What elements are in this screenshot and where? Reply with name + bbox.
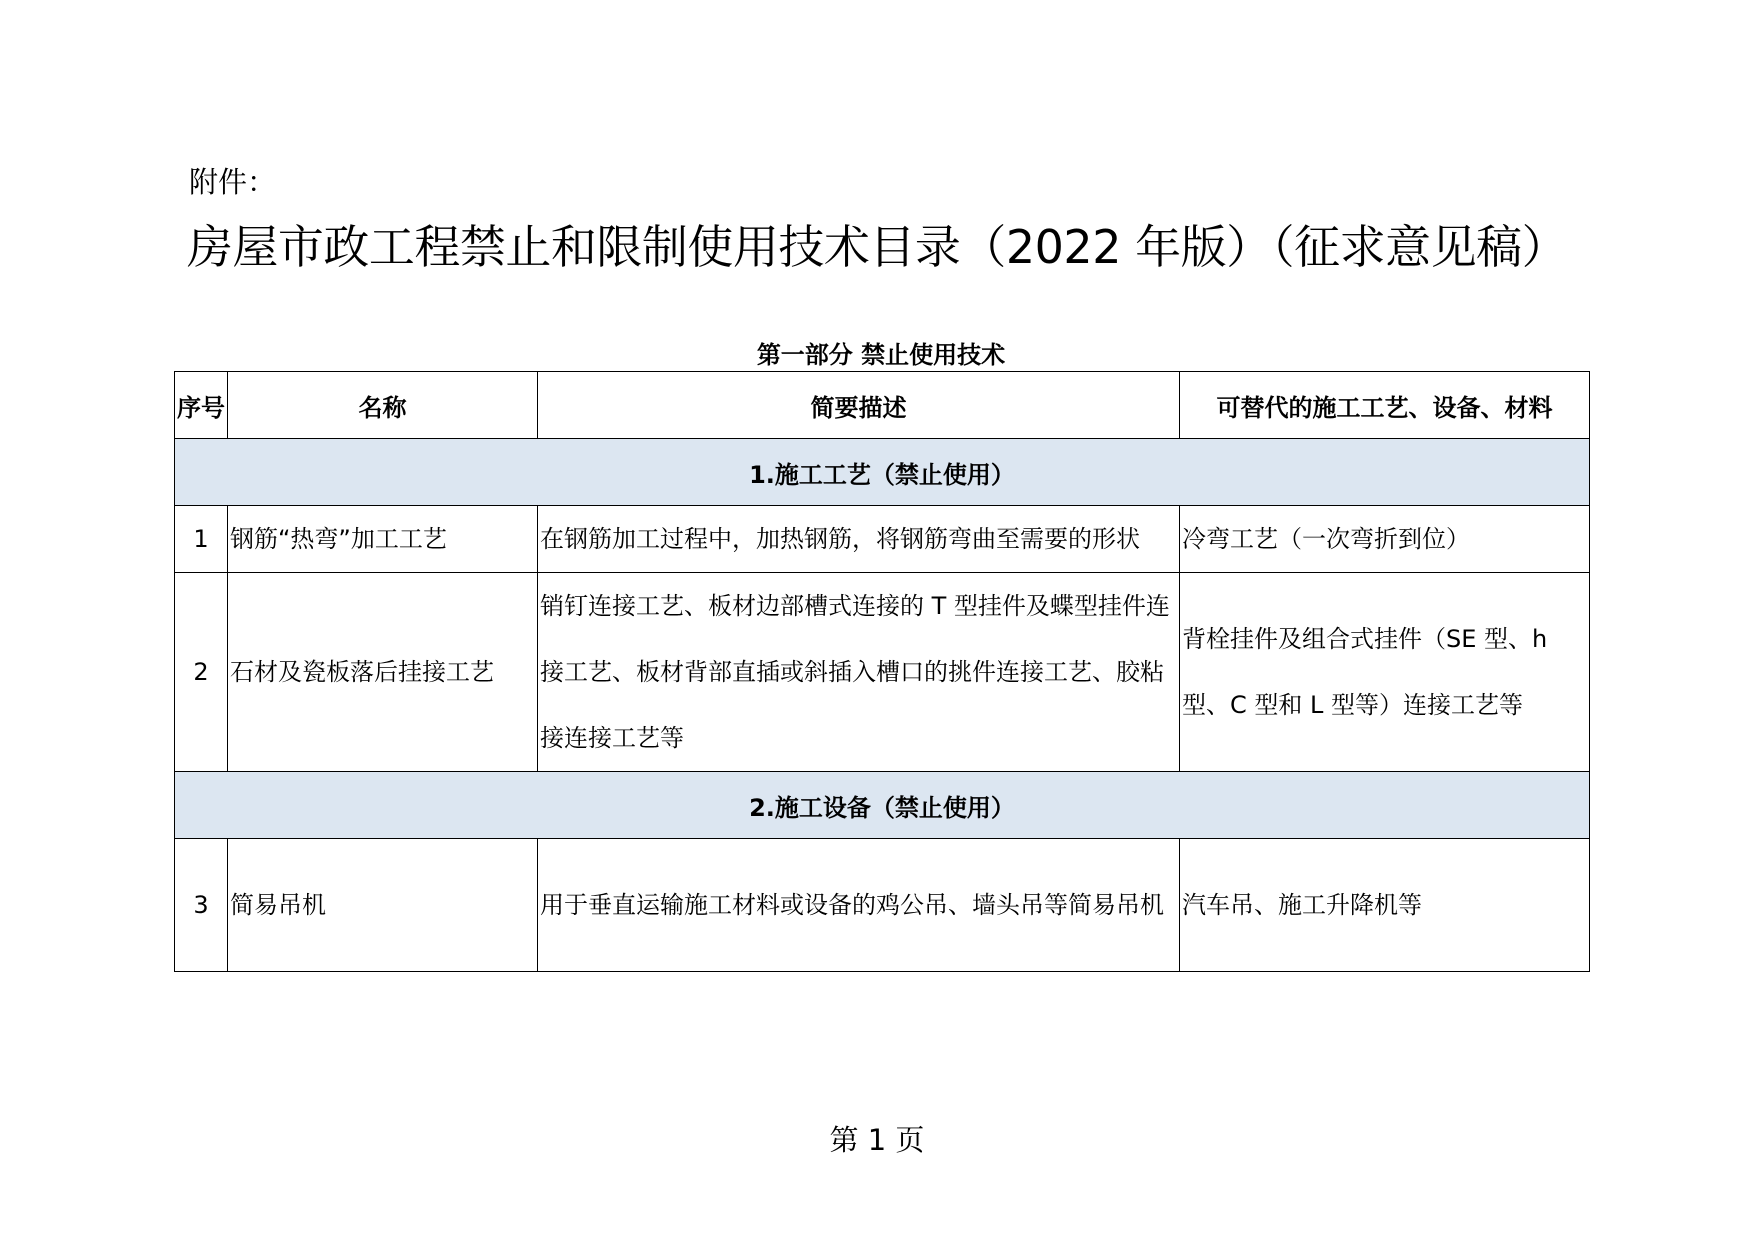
row-alternative: 冷弯工艺（一次弯折到位）: [1180, 506, 1590, 573]
row-name: 钢筋“热弯”加工工艺: [228, 506, 538, 573]
group-row: [175, 772, 1590, 839]
row-name: 石材及瓷板落后挂接工艺: [228, 573, 538, 772]
table-row: [175, 506, 1590, 573]
column-header-name: 名称: [228, 372, 538, 439]
row-name: 简易吊机: [228, 839, 538, 972]
column-header-alternative: 可替代的施工工艺、设备、材料: [1180, 372, 1590, 439]
row-number: 3: [175, 839, 228, 972]
row-alternative: 汽车吊、施工升降机等: [1180, 839, 1590, 972]
group-title: 1.施工工艺（禁止使用）: [175, 439, 1590, 506]
column-header-description: 简要描述: [538, 372, 1180, 439]
row-description: 销钉连接工艺、板材边部槽式连接的 T 型挂件及蝶型挂件连接工艺、板材背部直插或斜插入槽口的挑件连接工艺、胶粘接连接工艺等: [538, 573, 1180, 772]
document-title: 房屋市政工程禁止和限制使用技术目录（2022 年版）（征求意见稿）: [186, 220, 1568, 274]
table-row: [175, 839, 1590, 972]
column-header-number: 序号: [175, 372, 228, 439]
row-number: 2: [175, 573, 228, 772]
page-number: 第 1 页: [829, 1123, 925, 1157]
section-title: 第一部分 禁止使用技术: [756, 341, 1006, 369]
technology-table: [174, 371, 1590, 972]
table-row: [175, 573, 1590, 772]
table-header-row: [175, 372, 1590, 439]
row-number: 1: [175, 506, 228, 573]
row-alternative: 背栓挂件及组合式挂件（SE 型、h 型、C 型和 L 型等）连接工艺等: [1180, 573, 1590, 772]
row-description: 在钢筋加工过程中，加热钢筋，将钢筋弯曲至需要的形状: [538, 506, 1180, 573]
group-row: [175, 439, 1590, 506]
attachment-label: 附件：: [189, 165, 277, 199]
group-title: 2.施工设备（禁止使用）: [175, 772, 1590, 839]
row-description: 用于垂直运输施工材料或设备的鸡公吊、墙头吊等简易吊机: [538, 839, 1180, 972]
